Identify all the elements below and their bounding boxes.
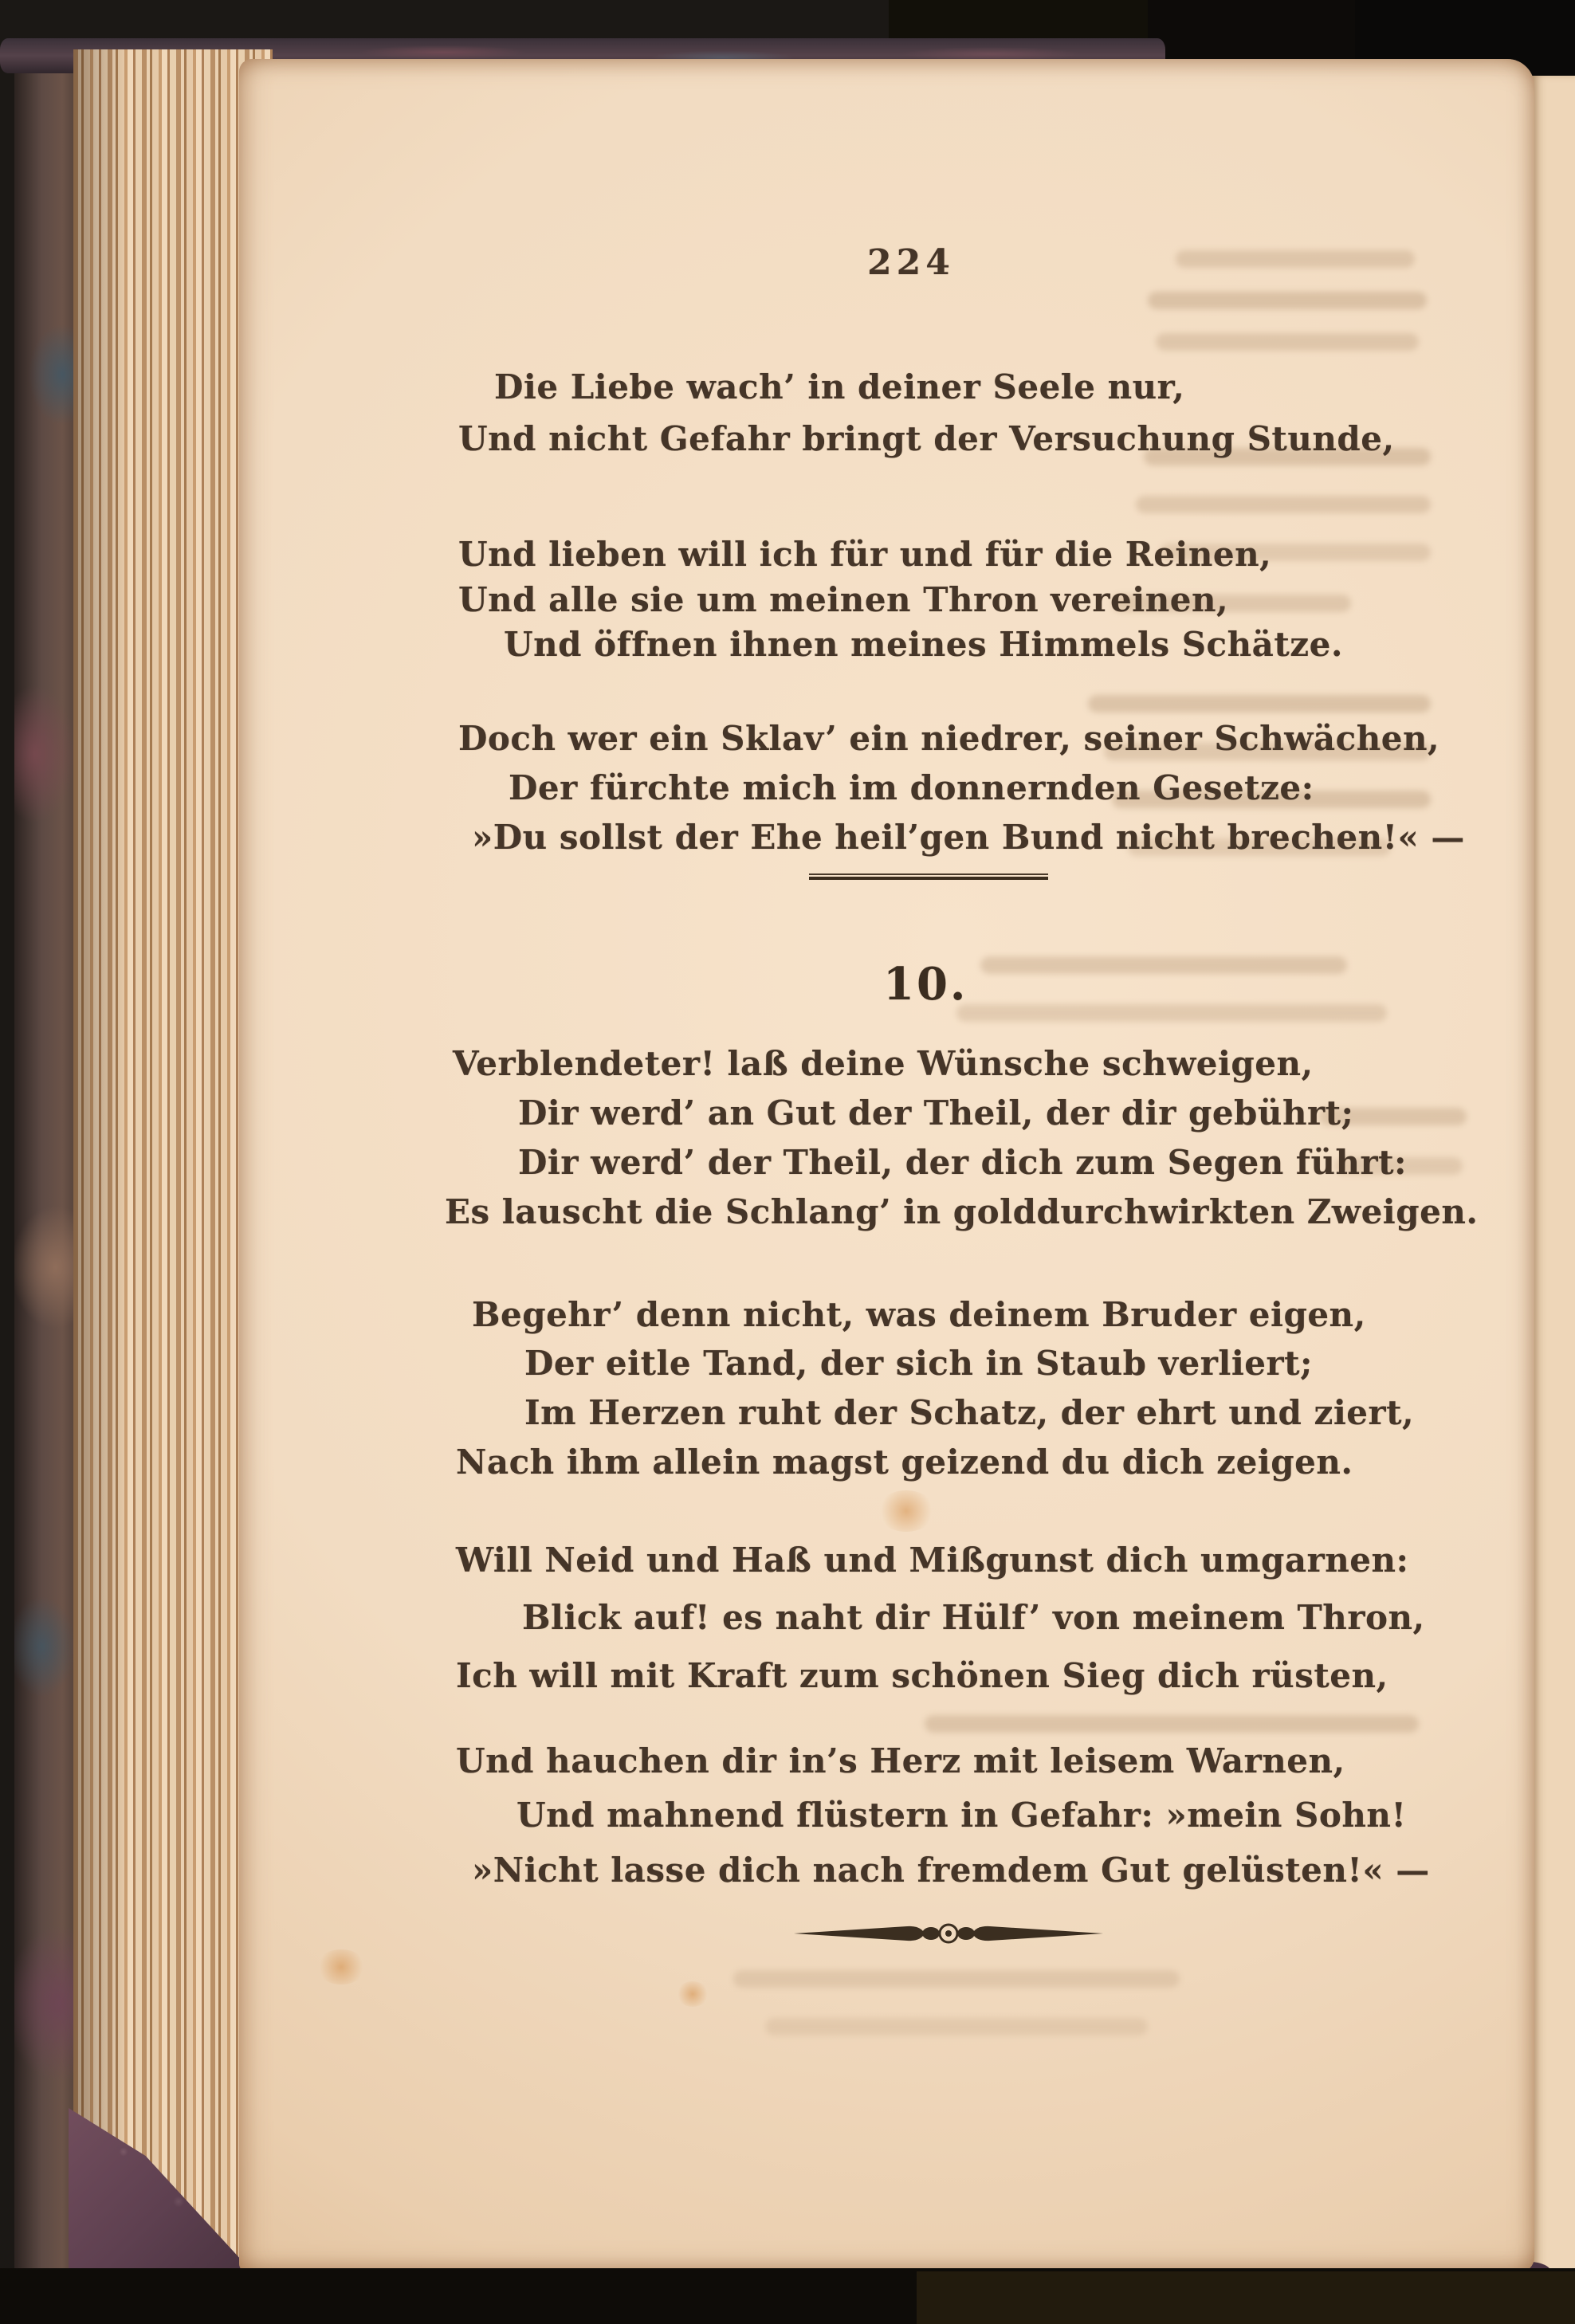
poem-line: Der fürchte mich im donnernden Gesetze: xyxy=(509,768,1314,807)
poem-line: Ich will mit Kraft zum schönen Sieg dich rüsten, xyxy=(456,1656,1388,1695)
foxing-stain xyxy=(316,1949,367,1984)
poem-line: Und mahnend flüstern in Gefahr: »mein Sohn! xyxy=(516,1796,1407,1835)
poem-line: Und nicht Gefahr bringt der Versuchung Stunde, xyxy=(458,419,1395,458)
show-through-text xyxy=(1176,250,1415,268)
poem-line: Blick auf! es naht dir Hülf’ von meinem Thron, xyxy=(522,1598,1425,1637)
poem-line: Und alle sie um meinen Thron vereinen, xyxy=(458,580,1229,619)
poem-number-heading: 10. xyxy=(883,958,968,1011)
poem-line: Und öffnen ihnen meines Himmels Schätze. xyxy=(504,625,1343,664)
show-through-text xyxy=(733,1970,1180,1988)
next-page-edge xyxy=(1532,76,1575,2290)
poem-line: Will Neid und Haß und Mißgunst dich umgarnen: xyxy=(456,1541,1409,1580)
poem-line: Nach ihm allein magst geizend du dich zeigen. xyxy=(456,1443,1353,1482)
poem-line: »Du sollst der Ehe heil’gen Bund nicht brechen!« — xyxy=(472,818,1465,857)
background-bottom-olive xyxy=(917,2271,1575,2324)
book-page xyxy=(239,59,1534,2273)
poem-line: Und lieben will ich für und für die Reinen, xyxy=(458,535,1272,574)
show-through-text xyxy=(765,2018,1148,2035)
foxing-stain xyxy=(676,1981,709,2007)
poem-line: Es lauscht die Schlang’ in golddurchwirkten Zweigen. xyxy=(445,1192,1479,1231)
show-through-text xyxy=(1136,496,1431,513)
poem-line: »Nicht lasse dich nach fremdem Gut gelüsten!« — xyxy=(472,1851,1430,1890)
poem-line: Dir werd’ der Theil, der dich zum Segen führt: xyxy=(518,1143,1408,1182)
poem-line: Im Herzen ruht der Schatz, der ehrt und ziert, xyxy=(524,1393,1415,1432)
poem-line: Doch wer ein Sklav’ ein niedrer, seiner Schwächen, xyxy=(458,719,1440,758)
poem-line: Und hauchen dir in’s Herz mit leisem Warnen, xyxy=(456,1741,1345,1780)
poem-line: Dir werd’ an Gut der Theil, der dir gebührt; xyxy=(518,1093,1354,1133)
show-through-text xyxy=(980,956,1347,974)
section-rule xyxy=(809,873,1048,880)
show-through-text xyxy=(1156,333,1419,351)
foxing-stain xyxy=(877,1490,936,1532)
poem-line: Begehr’ denn nicht, was deinem Bruder eigen, xyxy=(472,1295,1366,1334)
show-through-text xyxy=(1148,292,1427,309)
tailpiece-ornament xyxy=(789,1910,1108,1957)
poem-line: Der eitle Tand, der sich in Staub verliert; xyxy=(524,1344,1314,1383)
poem-line: Die Liebe wach’ in deiner Seele nur, xyxy=(494,367,1185,406)
page-number: 224 xyxy=(867,242,955,283)
poem-line: Verblendeter! laß deine Wünsche schweigen, xyxy=(453,1044,1314,1083)
show-through-text xyxy=(1088,695,1431,713)
show-through-text xyxy=(925,1715,1419,1733)
show-through-text xyxy=(956,1004,1387,1022)
